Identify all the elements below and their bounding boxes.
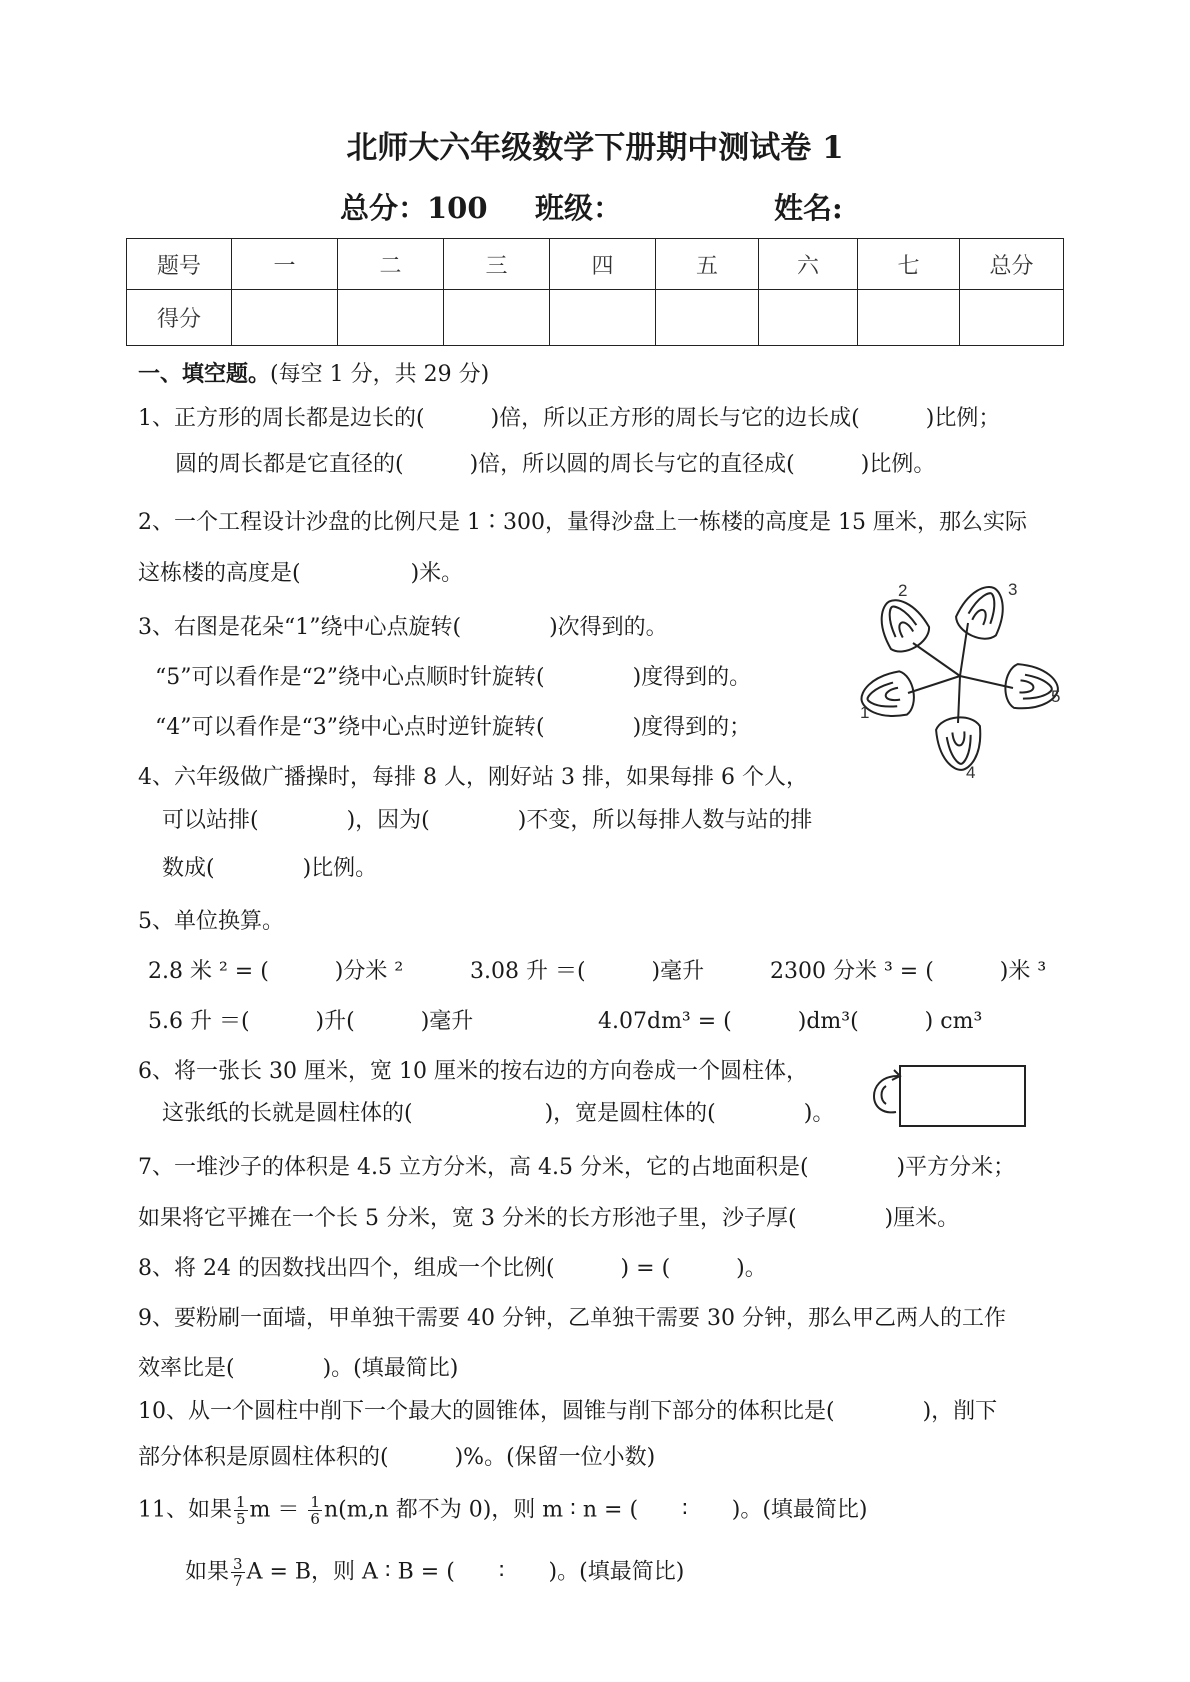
- fraction-numerator: 1: [236, 1493, 246, 1511]
- question-5-item-4: 5.6 升 ＝( )升( )毫升: [148, 1009, 474, 1034]
- fraction-1-5: [234, 1494, 248, 1527]
- table-header-cell: 五: [656, 239, 759, 290]
- fraction-1-6: [308, 1494, 322, 1527]
- question-2-line-2: 这栋楼的高度是( )米。: [138, 561, 464, 586]
- fraction-denominator: 6: [310, 1510, 320, 1528]
- class-label: 班级：: [535, 191, 623, 225]
- section-title: 一、填空题。: [138, 361, 271, 387]
- question-4-line-2: 可以站排( )，因为( )不变，所以每排人数与站的排: [162, 808, 813, 833]
- flower-petal-4: [935, 716, 983, 772]
- total-score-label: 总分：100: [340, 191, 488, 225]
- score-cell[interactable]: [960, 290, 1064, 346]
- question-4-line-1: 4、六年级做广播操时，每排 8 人，刚好站 3 排，如果每排 6 个人，: [138, 765, 808, 790]
- question-9-line-2: 效率比是( )。(填最简比): [138, 1356, 459, 1381]
- score-cell[interactable]: [444, 290, 550, 346]
- flower-label-2: 2: [898, 581, 908, 600]
- score-cell[interactable]: [656, 290, 759, 346]
- fraction-numerator: 1: [310, 1493, 320, 1511]
- score-row-label: 得分: [127, 290, 232, 346]
- score-table: [126, 238, 1064, 346]
- question-9-line-1: 9、要粉刷一面墙，甲单独干需要 40 分钟，乙单独干需要 30 分钟，那么甲乙两人的工作: [138, 1306, 1006, 1331]
- score-cell[interactable]: [338, 290, 444, 346]
- question-7-line-2: 如果将它平摊在一个长 5 分米，宽 3 分米的长方形池子里，沙子厚( )厘米。: [138, 1206, 960, 1231]
- table-header-cell: 四: [550, 239, 656, 290]
- table-header-cell: 一: [232, 239, 338, 290]
- roll-direction-icon: [874, 1076, 898, 1112]
- question-5-item-1: 2.8 米 ² = ( )分米 ²: [148, 959, 404, 984]
- q11b-prefix: 如果: [185, 1559, 230, 1585]
- table-header-cell: 二: [338, 239, 444, 290]
- table-header-cell: 三: [444, 239, 550, 290]
- fraction-denominator: 5: [236, 1510, 246, 1528]
- question-6-line-2: 这张纸的长就是圆柱体的( )，宽是圆柱体的( )。: [162, 1101, 835, 1126]
- table-header-cell: 六: [759, 239, 858, 290]
- section-note: (每空 1 分，共 29 分): [270, 362, 490, 387]
- question-1-line-1: 1、正方形的周长都是边长的( )倍，所以正方形的周长与它的边长成( )比例；: [138, 406, 1001, 431]
- fraction-3-7: [231, 1556, 245, 1589]
- q11-prefix: 11、如果: [138, 1497, 232, 1523]
- question-4-line-3: 数成( )比例。: [162, 856, 378, 881]
- paper-rectangle: [900, 1066, 1025, 1126]
- table-header-cell: 题号: [127, 239, 232, 290]
- fraction-denominator: 7: [233, 1572, 243, 1590]
- rolling-paper-figure: [870, 1058, 1030, 1130]
- flower-petal-2: [870, 591, 934, 658]
- score-cell[interactable]: [232, 290, 338, 346]
- question-11-line-1: [138, 1494, 868, 1527]
- table-header-cell: 七: [858, 239, 960, 290]
- table-header-cell: 总分: [960, 239, 1064, 290]
- flower-label-1: 1: [860, 703, 870, 722]
- question-11-line-2: [185, 1556, 684, 1589]
- q11b-suffix: A = B，则 A ∶ B = ( ∶ )。(填最简比): [246, 1559, 685, 1585]
- score-cell[interactable]: [759, 290, 858, 346]
- section-heading: [138, 357, 489, 388]
- q11-suffix: n(m,n 都不为 0)，则 m ∶ n = ( ∶ )。(填最简比): [323, 1497, 868, 1523]
- q11-middle: m ＝: [249, 1497, 300, 1523]
- question-10-line-1: 10、从一个圆柱中削下一个最大的圆锥体，圆锥与削下部分的体积比是( )，削下: [138, 1399, 998, 1424]
- flower-label-3: 3: [1008, 580, 1018, 599]
- question-5-item-2: 3.08 升 ＝( )毫升: [470, 959, 705, 984]
- question-1-line-2: 圆的周长都是它直径的( )倍，所以圆的周长与它的直径成( )比例。: [175, 452, 936, 477]
- flower-petal-3: [952, 579, 1014, 645]
- question-8: 8、将 24 的因数找出四个，组成一个比例( ) = ( )。: [138, 1256, 767, 1281]
- question-2-line-1: 2、一个工程设计沙盘的比例尺是 1∶300，量得沙盘上一栋楼的高度是 15 厘米，那么实际: [138, 510, 1027, 535]
- fraction-numerator: 3: [233, 1555, 243, 1573]
- score-cell[interactable]: [858, 290, 960, 346]
- question-7-line-1: 7、一堆沙子的体积是 4.5 立方分米，高 4.5 分米，它的占地面积是( )平方分米；: [138, 1155, 1016, 1180]
- page-title: 北师大六年级数学下册期中测试卷 1: [346, 130, 844, 166]
- question-5-title: 5、单位换算。: [138, 909, 284, 934]
- question-3-line-2: “5”可以看作是“2”绕中心点顺时针旋转( )度得到的。: [155, 665, 752, 690]
- question-5-item-5: 4.07dm³ = ( )dm³( ) cm³: [598, 1009, 983, 1034]
- score-cell[interactable]: [550, 290, 656, 346]
- flower-rotation-figure: [858, 578, 1068, 783]
- name-label: 姓名:: [774, 191, 843, 225]
- question-5-item-3: 2300 分米 ³ = ( )米 ³: [770, 959, 1047, 984]
- question-10-line-2: 部分体积是原圆柱体积的( )%。(保留一位小数): [138, 1445, 656, 1470]
- flower-label-4: 4: [966, 763, 976, 782]
- question-6-line-1: 6、将一张长 30 厘米，宽 10 厘米的按右边的方向卷成一个圆柱体，: [138, 1059, 808, 1084]
- question-3-line-1: 3、右图是花朵“1”绕中心点旋转( )次得到的。: [138, 615, 668, 640]
- question-3-line-3: “4”可以看作是“3”绕中心点时逆针旋转( )度得到的；: [155, 715, 752, 740]
- flower-label-5: 5: [1051, 687, 1061, 706]
